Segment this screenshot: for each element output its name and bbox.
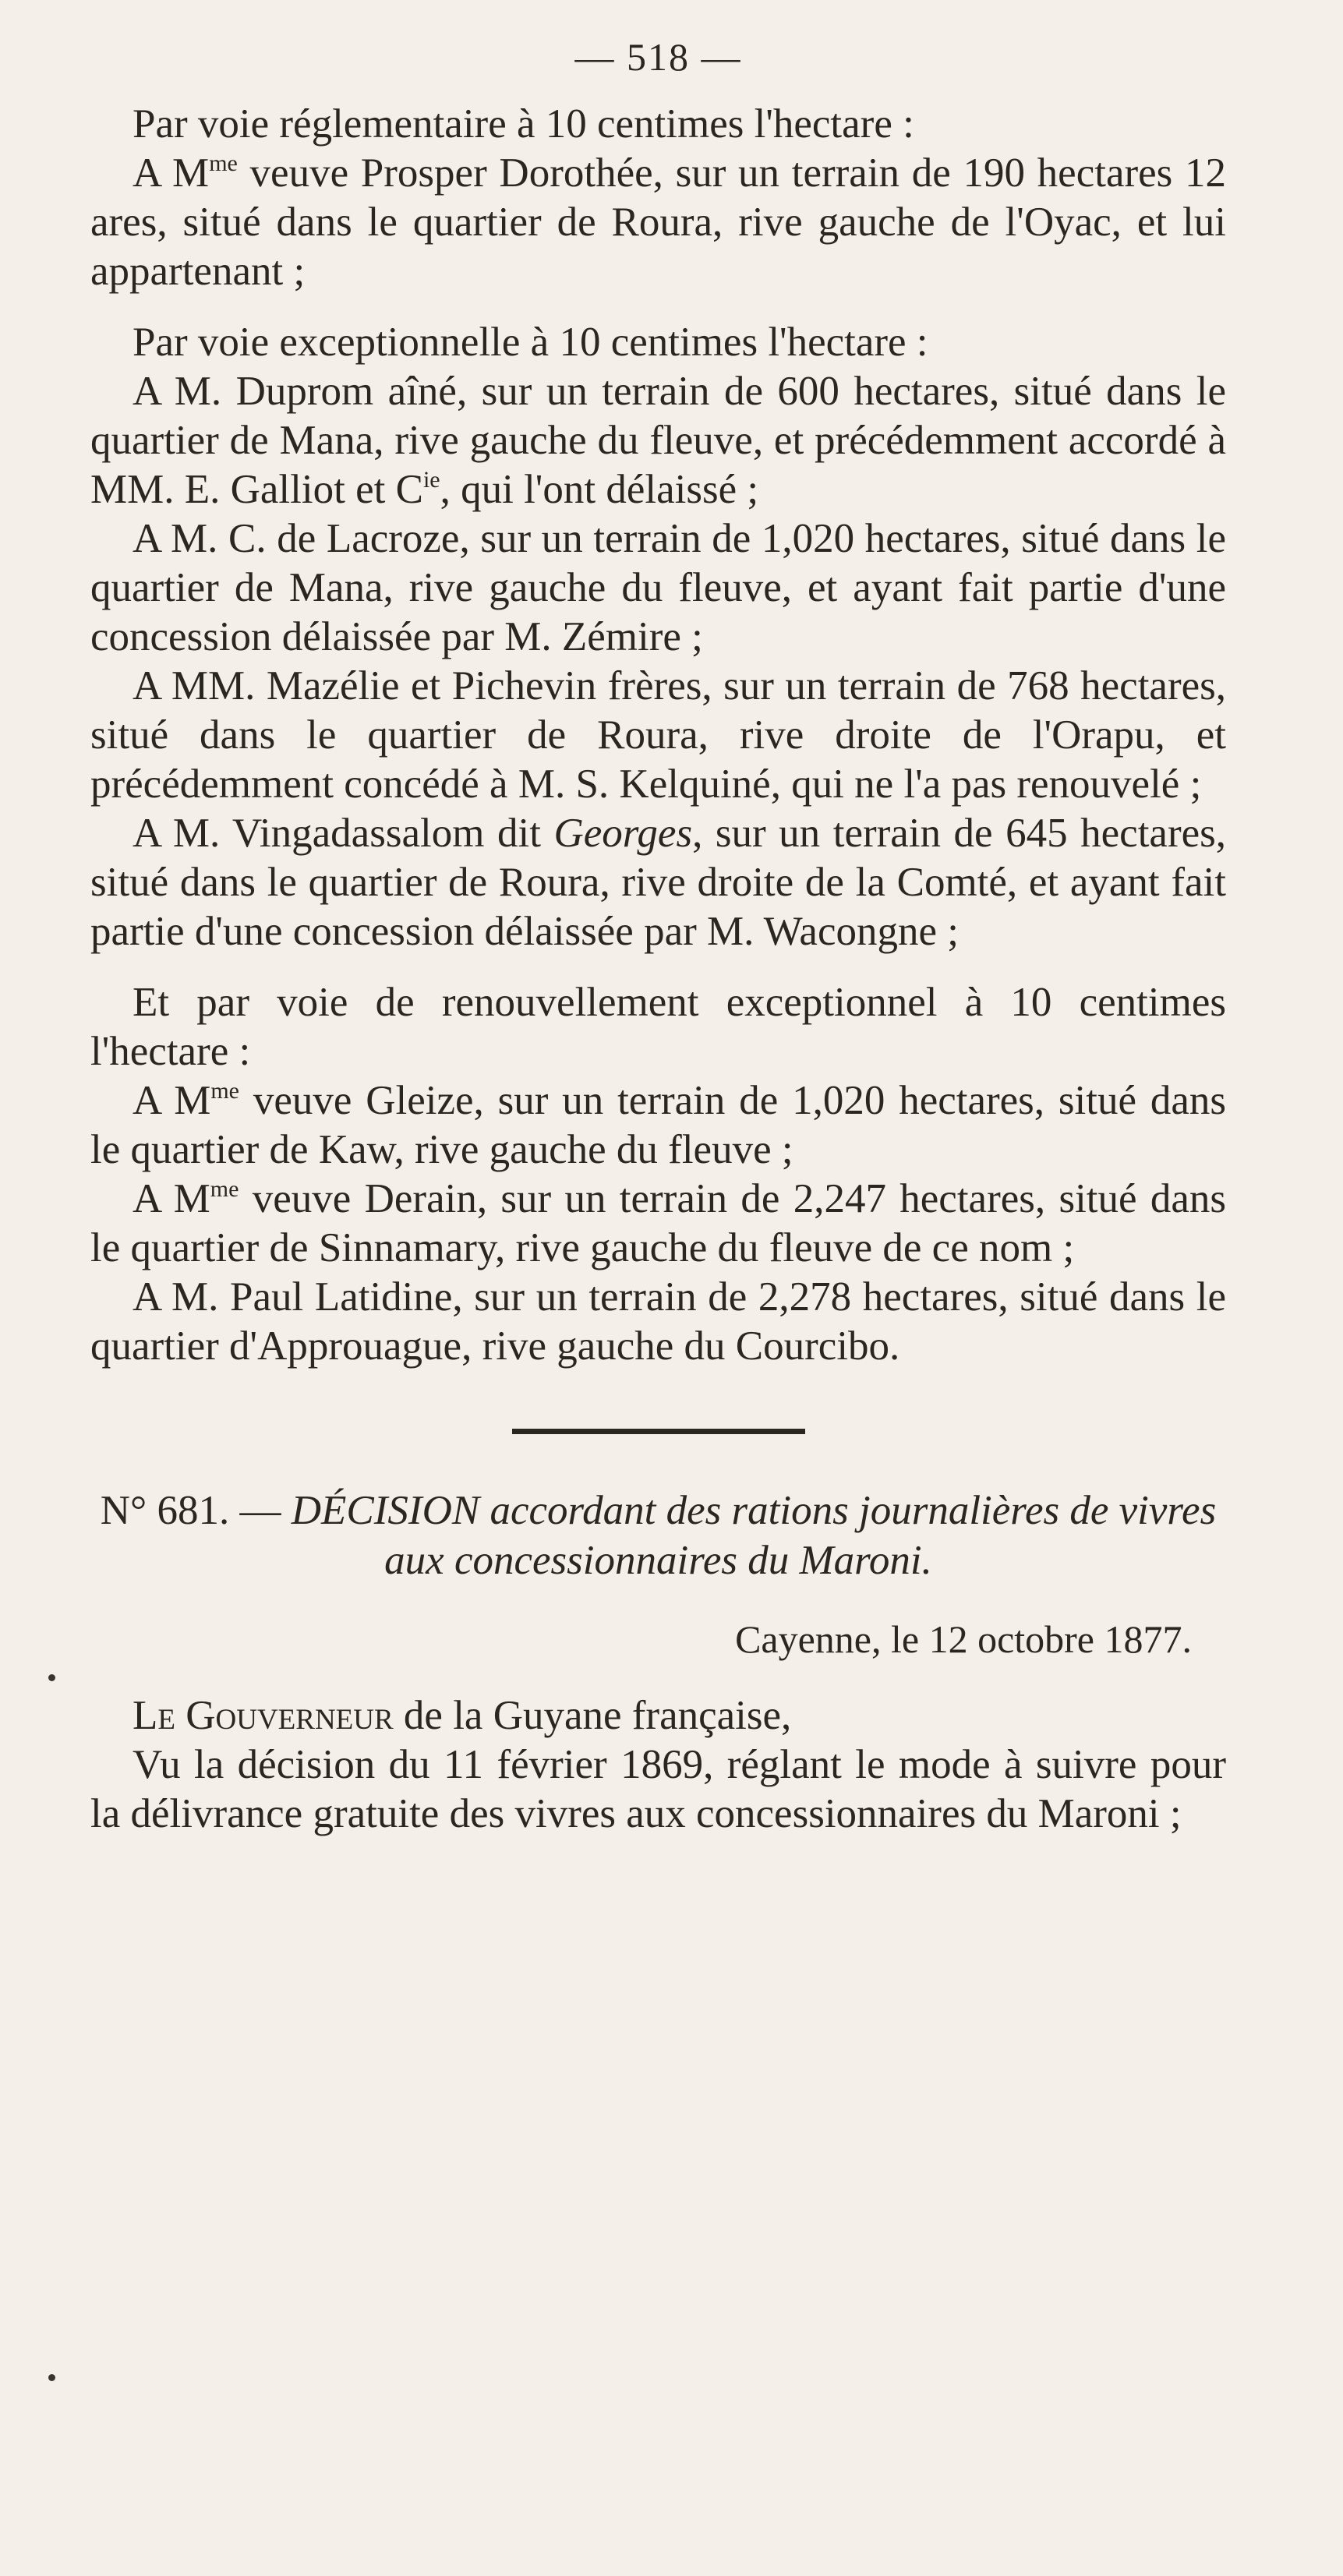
decision-number: N° 681. — bbox=[100, 1488, 292, 1533]
paragraph-derain bbox=[90, 1175, 1226, 1273]
text-fragment: A M bbox=[133, 1176, 210, 1221]
governor-rest: de la Guyane française, bbox=[393, 1693, 792, 1738]
superscript: me bbox=[209, 150, 238, 176]
paragraph-latidine: A M. Paul Latidine, sur un terrain de 2,278 hectares, situé dans le quartier d'Approuague, rive gauche du Courcibo. bbox=[90, 1274, 1226, 1369]
text-fragment: , sur un terrain de 645 hectares, situé dans le quartier de Roura, rive droite de la Comté, et ayant fait partie d'une concession délaissée par M. Wacongne ; bbox=[90, 811, 1226, 954]
page-number: — 518 — bbox=[574, 35, 742, 79]
superscript: me bbox=[210, 1078, 239, 1104]
paragraph-dorothee bbox=[90, 149, 1226, 296]
governor-caps: Le Gouverneur bbox=[133, 1693, 394, 1738]
superscript: ie bbox=[422, 467, 440, 493]
paragraph-duprom bbox=[90, 367, 1226, 514]
text-fragment: veuve Gleize, sur un terrain de 1,020 hectares, situé dans le quartier de Kaw, rive gauche du fleuve ; bbox=[90, 1078, 1226, 1172]
section-heading-renouvellement: Et par voie de renouvellement exceptionnel à 10 centimes l'hectare : bbox=[90, 980, 1226, 1074]
text-fragment: , qui l'ont délaissé ; bbox=[440, 467, 759, 512]
place-date: Cayenne, le 12 octobre 1877. bbox=[735, 1617, 1192, 1661]
text-fragment: A M bbox=[133, 150, 210, 196]
decision-title-text: DÉCISION accordant des rations journalières de vivres aux concessionnaires du Maroni. bbox=[291, 1488, 1217, 1583]
decision-title bbox=[90, 1486, 1226, 1585]
text-fragment: A M. Vingadassalom dit bbox=[133, 811, 554, 856]
section-heading-exceptionnelle: Par voie exceptionnelle à 10 centimes l'hectare : bbox=[133, 320, 928, 365]
print-speck bbox=[48, 2374, 55, 2381]
governor-line bbox=[90, 1691, 1226, 1740]
text-fragment: veuve Derain, sur un terrain de 2,247 hectares, situé dans le quartier de Sinnamary, rive gauche du fleuve de ce nom ; bbox=[90, 1176, 1226, 1270]
text-fragment: veuve Prosper Dorothée, sur un terrain de 190 hectares 12 ares, situé dans le quartier de Roura, rive gauche de l'Oyac, et lui appartenant ; bbox=[90, 150, 1226, 294]
paragraph-gleize bbox=[90, 1076, 1226, 1175]
paragraph-vingadassalom bbox=[90, 809, 1226, 956]
section-divider-rule bbox=[512, 1429, 805, 1434]
italic-name: Georges bbox=[553, 811, 693, 856]
paragraph-lacroze: A M. C. de Lacroze, sur un terrain de 1,020 hectares, situé dans le quartier de Mana, rive gauche du fleuve, et ayant fait partie d'une concession délaissée par M. Zémire ; bbox=[90, 516, 1226, 659]
text-fragment: A M bbox=[133, 1078, 211, 1123]
text-fragment: A M. Duprom aîné, sur un terrain de 600 hectares, situé dans le quartier de Mana, rive gauche du fleuve, et précédemment accordé à MM. E. Galliot et C bbox=[90, 369, 1226, 512]
superscript: me bbox=[210, 1176, 239, 1202]
paragraph-considering: Vu la décision du 11 février 1869, réglant le mode à suivre pour la délivrance gratuite des vivres aux concessionnaires du Maroni ; bbox=[90, 1742, 1226, 1836]
section-heading-reglementaire: Par voie réglementaire à 10 centimes l'hectare : bbox=[133, 101, 914, 147]
print-speck bbox=[48, 1674, 55, 1681]
paragraph-mazelie: A MM. Mazélie et Pichevin frères, sur un terrain de 768 hectares, situé dans le quartier de Roura, rive droite de l'Orapu, et précédemment concédé à M. S. Kelquiné, qui ne l'a pas renouvelé ; bbox=[90, 663, 1226, 807]
